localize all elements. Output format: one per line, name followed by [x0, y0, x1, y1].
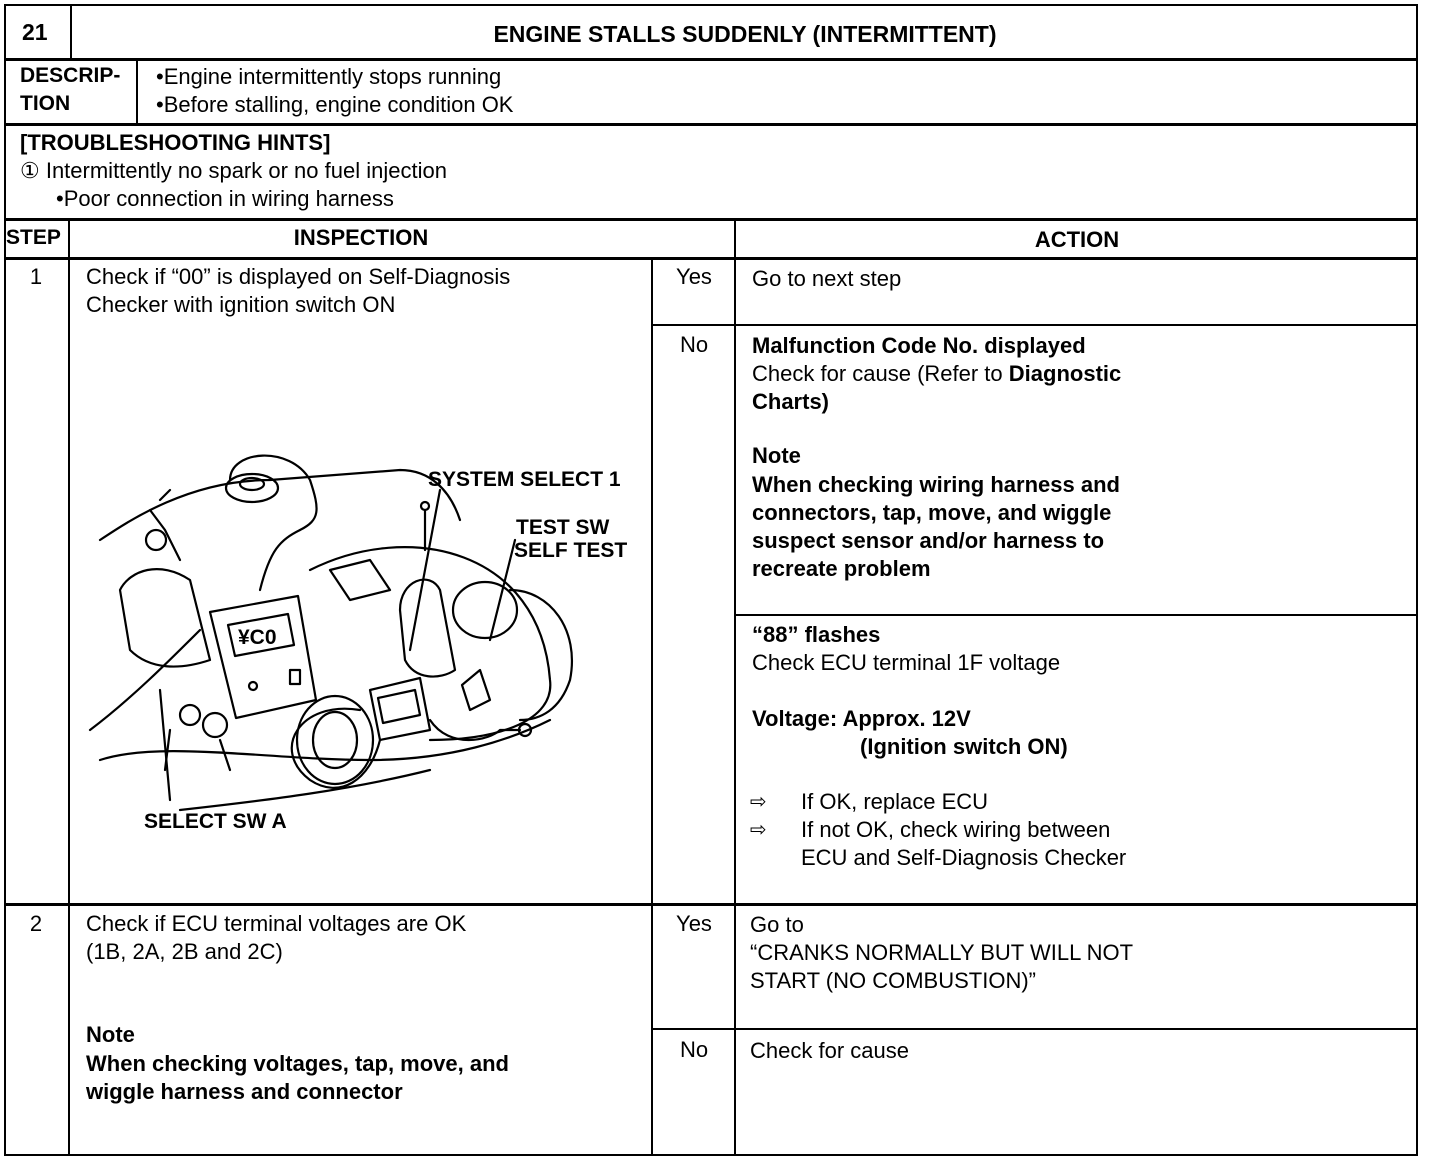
step1-yes-label: Yes — [676, 264, 712, 289]
section-number: 21 — [22, 19, 48, 45]
step2-yes-label: Yes — [676, 911, 712, 936]
step2-no-label: No — [679, 1037, 709, 1062]
description-item-2: •Before stalling, engine condition OK — [156, 92, 514, 117]
step1-if-not-ok-line2: ECU and Self-Diagnosis Checker — [801, 845, 1127, 870]
figure-label-system-select: SYSTEM SELECT 1 — [428, 468, 621, 491]
step1-note-line3: suspect sensor and/or harness to — [752, 528, 1105, 553]
step1-voltage-line2: (Ignition switch ON) — [860, 734, 1068, 759]
page-title: ENGINE STALLS SUDDENLY (INTERMITTENT) — [493, 21, 997, 47]
checker-display-readout: ¥C0 — [238, 626, 277, 649]
hints-line-2: •Poor connection in wiring harness — [56, 186, 394, 211]
step1-flash-line1: Check ECU terminal 1F voltage — [752, 650, 1061, 675]
engine-bay-illustration — [70, 440, 650, 840]
header-bottom-rule — [4, 58, 1418, 61]
arrow-icon: ⇨ — [750, 817, 767, 841]
action-column-rule — [734, 220, 736, 1156]
step1-no-line1 — [752, 360, 1121, 388]
description-label-line1: DESCRIP- — [20, 64, 121, 87]
step2-no-action: Check for cause — [750, 1038, 909, 1063]
step2-yes-no-rule — [651, 1028, 1418, 1030]
step2-inspection-line2: (1B, 2A, 2B and 2C) — [86, 939, 283, 964]
step1-no-line2: Charts) — [752, 389, 830, 414]
inspection-column-header: INSPECTION — [293, 225, 429, 250]
step1-note-title: Note — [752, 443, 801, 468]
step2-inspection-line1: Check if ECU terminal voltages are OK — [86, 911, 467, 936]
column-header-bottom-rule — [4, 257, 1418, 260]
step1-inspection-line2: Checker with ignition switch ON — [86, 292, 396, 317]
arrow-icon: ⇨ — [750, 789, 767, 813]
step1-step2-rule — [4, 903, 1418, 906]
step1-yes-action: Go to next step — [752, 266, 902, 291]
step1-note-line4: recreate problem — [752, 556, 931, 581]
step1-if-ok: If OK, replace ECU — [801, 789, 989, 814]
step1-yes-no-rule — [651, 324, 1418, 326]
hints-line-1: ① Intermittently no spark or no fuel injection — [20, 158, 447, 183]
description-item-1: •Engine intermittently stops running — [156, 64, 502, 89]
step1-no-flash-rule — [734, 614, 1418, 616]
step1-if-not-ok-line1: If not OK, check wiring between — [801, 817, 1111, 842]
figure-label-test-sw: TEST SW — [516, 516, 610, 539]
step2-note-line2: wiggle harness and connector — [86, 1079, 403, 1104]
hints-title: [TROUBLESHOOTING HINTS] — [20, 130, 331, 155]
yesno-column-rule — [651, 258, 653, 1156]
step1-number: 1 — [29, 264, 43, 289]
hints-bottom-rule — [4, 218, 1418, 221]
action-column-header: ACTION — [1034, 227, 1120, 252]
step1-no-label: No — [679, 332, 709, 357]
step2-yes-action-line3: START (NO COMBUSTION)” — [750, 968, 1036, 993]
step2-yes-action-line1: Go to — [750, 912, 804, 937]
step1-inspection-line1: Check if “00” is displayed on Self-Diagnosis — [86, 264, 511, 289]
description-divider-vertical — [136, 60, 138, 124]
step2-note-title: Note — [86, 1022, 135, 1047]
step2-note-line1: When checking voltages, tap, move, and — [86, 1051, 509, 1076]
step2-number: 2 — [29, 911, 43, 936]
description-label-line2: TION — [20, 92, 71, 115]
figure-label-select-sw: SELECT SW A — [144, 810, 287, 833]
step-column-header: STEP — [6, 226, 61, 249]
step1-note-line2: connectors, tap, move, and wiggle — [752, 500, 1112, 525]
step1-note-line1: When checking wiring harness and — [752, 472, 1120, 497]
step1-voltage-line1: Voltage: Approx. 12V — [752, 706, 971, 731]
step2-yes-action-line2: “CRANKS NORMALLY BUT WILL NOT — [750, 940, 1134, 965]
figure-label-self-test: SELF TEST — [514, 539, 628, 562]
description-bottom-rule — [4, 123, 1418, 126]
step1-no-line1-plain: Check for cause (Refer to — [752, 361, 1009, 386]
step1-no-line1-bold: Diagnostic — [1008, 361, 1122, 386]
step1-flash-title: “88” flashes — [752, 622, 881, 647]
step1-no-title: Malfunction Code No. displayed — [752, 333, 1086, 358]
